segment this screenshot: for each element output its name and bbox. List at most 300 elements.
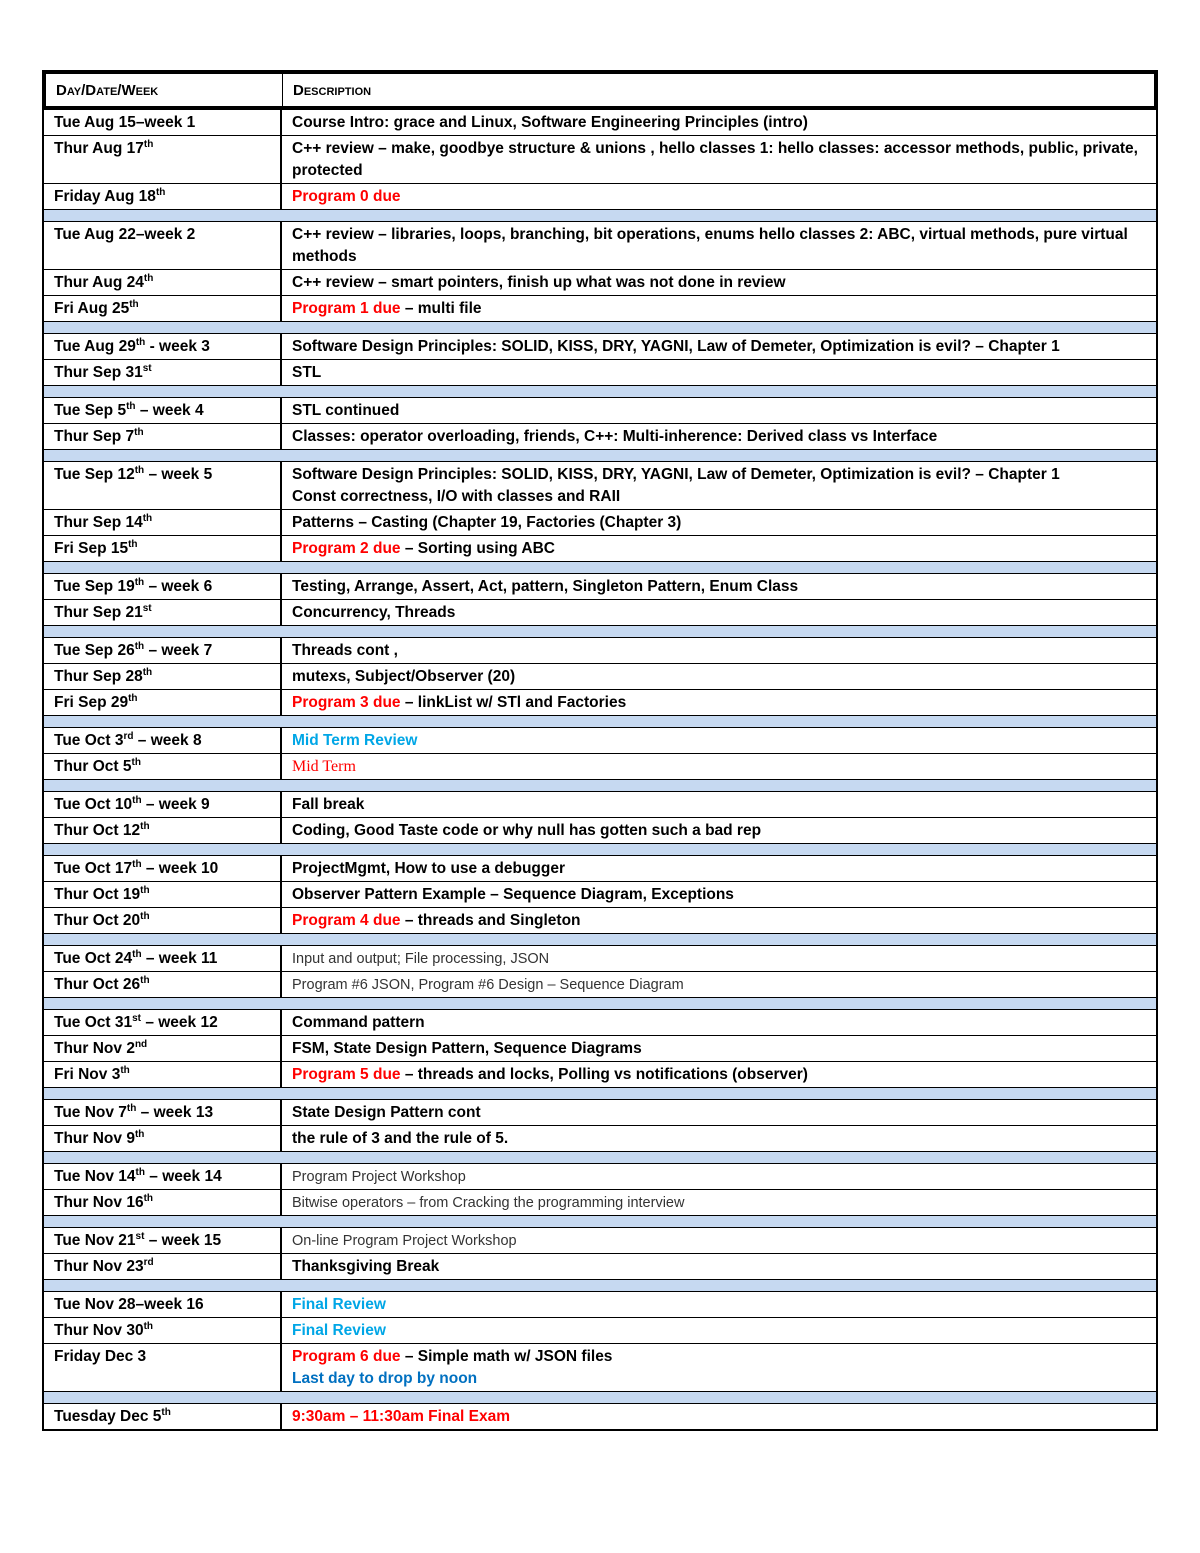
table-row xyxy=(44,1344,1156,1392)
day-date-cell xyxy=(44,462,282,509)
week-separator xyxy=(42,386,1158,398)
week-group xyxy=(42,1404,1158,1431)
table-row xyxy=(44,972,1156,998)
date-ordinal-suffix: th xyxy=(155,186,166,198)
date-ordinal-suffix: rd xyxy=(143,1256,154,1268)
day-date-cell xyxy=(44,1292,282,1317)
description-line xyxy=(292,486,1148,508)
description-line xyxy=(292,224,1148,268)
description-text: Observer Pattern Example – Sequence Diagram, Exceptions xyxy=(292,886,734,903)
description-text: State Design Pattern cont xyxy=(292,1104,481,1121)
date-ordinal-suffix: th xyxy=(161,1406,171,1418)
description-cell xyxy=(282,1318,1156,1343)
description-line xyxy=(292,666,1148,688)
date-ordinal-suffix: th xyxy=(129,298,139,310)
week-group xyxy=(42,1292,1158,1392)
week-group xyxy=(42,638,1158,716)
week-label: – week 10 xyxy=(141,860,219,877)
table-row xyxy=(44,1062,1156,1088)
day-date-cell xyxy=(44,222,282,269)
date-ordinal-suffix: th xyxy=(140,974,150,986)
description-text: Course Intro: grace and Linux, Software Engineering Principles (intro) xyxy=(292,114,808,131)
date-text: Thur Oct 12 xyxy=(54,822,141,839)
date-text: Thur Nov 2 xyxy=(54,1040,135,1057)
date-text: Thur Nov 23 xyxy=(54,1258,144,1275)
description-line xyxy=(292,400,1148,422)
week-separator xyxy=(42,450,1158,462)
description-line xyxy=(292,1320,1148,1342)
description-text: Thanksgiving Break xyxy=(292,1258,440,1275)
day-date-cell xyxy=(44,972,282,997)
description-line xyxy=(292,1128,1148,1150)
day-date-cell xyxy=(44,360,282,385)
description-text: On-line Program Project Workshop xyxy=(292,1233,517,1249)
description-line xyxy=(292,1064,1148,1086)
week-label: – week 5 xyxy=(144,466,213,483)
description-text: Software Design Principles: SOLID, KISS, DRY, YAGNI, Law of Demeter, Optimization is evil? – Chapter 1 xyxy=(292,466,1060,483)
week-separator xyxy=(42,1392,1158,1404)
week-group xyxy=(42,574,1158,626)
week-label: – week 13 xyxy=(136,1104,214,1121)
date-ordinal-suffix: th xyxy=(135,336,146,348)
day-date-cell xyxy=(44,1318,282,1343)
date-text: Tue Oct 3 xyxy=(54,732,124,749)
description-line xyxy=(292,884,1148,906)
description-cell xyxy=(282,398,1156,423)
description-cell xyxy=(282,856,1156,881)
description-text: mutexs, Subject/Observer (20) xyxy=(292,668,516,685)
table-row xyxy=(44,110,1156,136)
day-date-cell xyxy=(44,600,282,625)
description-line xyxy=(292,186,1148,208)
date-ordinal-suffix: st xyxy=(142,362,152,374)
day-date-cell xyxy=(44,882,282,907)
day-date-cell xyxy=(44,136,282,183)
date-text: Thur Sep 14 xyxy=(54,514,143,531)
description-line xyxy=(292,692,1148,714)
description-cell xyxy=(282,462,1156,509)
description-cell xyxy=(282,1036,1156,1061)
table-row xyxy=(44,398,1156,424)
description-line xyxy=(292,858,1148,880)
day-date-cell xyxy=(44,638,282,663)
date-text: Thur Sep 7 xyxy=(54,428,135,445)
week-group xyxy=(42,1010,1158,1088)
date-ordinal-suffix: th xyxy=(143,138,154,150)
day-date-cell xyxy=(44,1190,282,1215)
week-group xyxy=(42,334,1158,386)
week-separator xyxy=(42,1280,1158,1292)
week-separator xyxy=(42,562,1158,574)
date-ordinal-suffix: th xyxy=(134,426,144,438)
day-date-cell xyxy=(44,728,282,753)
date-text: Fri Nov 3 xyxy=(54,1066,121,1083)
date-text: Thur Oct 26 xyxy=(54,976,141,993)
description-line xyxy=(292,112,1148,134)
date-text: Tue Nov 14 xyxy=(54,1168,136,1185)
date-text: Tuesday Dec 5 xyxy=(54,1408,162,1425)
day-date-cell xyxy=(44,664,282,689)
date-text: Tue Sep 12 xyxy=(54,466,135,483)
date-ordinal-suffix: th xyxy=(132,858,142,870)
description-text: Classes: operator overloading, friends, C++: Multi-inherence: Derived class vs Interface xyxy=(292,428,938,445)
date-ordinal-suffix: nd xyxy=(134,1038,148,1050)
week-separator xyxy=(42,998,1158,1010)
day-date-cell xyxy=(44,908,282,933)
description-line xyxy=(292,1012,1148,1034)
date-text: Thur Aug 17 xyxy=(54,140,144,157)
description-line xyxy=(292,1346,1148,1368)
date-text: Thur Aug 24 xyxy=(54,274,144,291)
description-text: Const correctness, I/O with classes and RAII xyxy=(292,488,621,505)
date-text: Tue Aug 15–week 1 xyxy=(54,114,196,131)
week-group xyxy=(42,728,1158,780)
description-text: – Sorting using ABC xyxy=(400,540,555,557)
date-ordinal-suffix: th xyxy=(134,640,145,652)
description-cell xyxy=(282,1164,1156,1189)
week-label: – week 12 xyxy=(141,1014,218,1031)
table-row xyxy=(44,360,1156,386)
date-ordinal-suffix: th xyxy=(140,884,150,896)
description-line xyxy=(292,640,1148,662)
description-text: – Simple math w/ JSON files xyxy=(400,1348,613,1365)
day-date-cell xyxy=(44,334,282,359)
day-date-cell xyxy=(44,856,282,881)
week-label: – week 8 xyxy=(133,732,202,749)
date-ordinal-suffix: th xyxy=(134,464,145,476)
description-cell xyxy=(282,510,1156,535)
date-text: Tue Aug 29 xyxy=(54,338,136,355)
date-text: Tue Oct 10 xyxy=(54,796,133,813)
date-text: Thur Sep 31 xyxy=(54,364,143,381)
week-label: – week 14 xyxy=(145,1168,222,1185)
description-cell xyxy=(282,600,1156,625)
description-line xyxy=(292,1368,1148,1390)
week-label: – week 6 xyxy=(144,578,213,595)
date-text: Tue Oct 17 xyxy=(54,860,133,877)
week-separator xyxy=(42,1152,1158,1164)
date-ordinal-suffix: th xyxy=(143,1192,154,1204)
due-highlight: Program 0 due xyxy=(292,188,401,205)
description-text: Final Review xyxy=(292,1322,386,1339)
description-text: Mid Term Review xyxy=(292,732,418,749)
table-row xyxy=(44,222,1156,270)
table-row xyxy=(44,1190,1156,1216)
table-row xyxy=(44,946,1156,972)
description-cell xyxy=(282,908,1156,933)
description-cell xyxy=(282,818,1156,843)
description-cell xyxy=(282,728,1156,753)
week-group xyxy=(42,1228,1158,1280)
week-separator xyxy=(42,716,1158,728)
day-date-cell xyxy=(44,1062,282,1087)
date-text: Fri Sep 29 xyxy=(54,694,129,711)
description-text: Concurrency, Threads xyxy=(292,604,456,621)
description-line xyxy=(292,974,1148,996)
table-header xyxy=(42,70,1158,110)
date-ordinal-suffix: th xyxy=(134,576,145,588)
description-line xyxy=(292,426,1148,448)
description-line xyxy=(292,538,1148,560)
date-text: Friday Dec 3 xyxy=(54,1348,147,1365)
date-ordinal-suffix: st xyxy=(135,1230,145,1242)
description-cell xyxy=(282,136,1156,183)
date-ordinal-suffix: th xyxy=(128,538,138,550)
day-date-cell xyxy=(44,754,282,779)
description-cell xyxy=(282,296,1156,321)
date-text: Friday Aug 18 xyxy=(54,188,156,205)
table-row xyxy=(44,1404,1156,1431)
table-row xyxy=(44,296,1156,322)
description-line xyxy=(292,272,1148,294)
week-separator xyxy=(42,934,1158,946)
table-row xyxy=(44,882,1156,908)
description-cell xyxy=(282,536,1156,561)
description-text: Fall break xyxy=(292,796,365,813)
date-text: Tue Nov 7 xyxy=(54,1104,127,1121)
description-cell xyxy=(282,574,1156,599)
date-ordinal-suffix: th xyxy=(132,794,142,806)
description-line xyxy=(292,1406,1148,1428)
description-line xyxy=(292,1166,1148,1188)
table-row xyxy=(44,908,1156,934)
day-date-cell xyxy=(44,110,282,135)
description-cell xyxy=(282,1254,1156,1279)
description-cell xyxy=(282,1100,1156,1125)
description-line xyxy=(292,794,1148,816)
description-text: – multi file xyxy=(400,300,482,317)
date-ordinal-suffix: th xyxy=(120,1064,130,1076)
date-ordinal-suffix: st xyxy=(142,602,152,614)
date-text: Fri Sep 15 xyxy=(54,540,129,557)
table-row xyxy=(44,792,1156,818)
description-text: – threads and locks, Polling vs notifications (observer) xyxy=(400,1066,808,1083)
table-row xyxy=(44,664,1156,690)
date-text: Thur Oct 5 xyxy=(54,758,132,775)
day-date-cell xyxy=(44,536,282,561)
description-cell xyxy=(282,972,1156,997)
description-line xyxy=(292,512,1148,534)
description-text: Coding, Good Taste code or why null has gotten such a bad rep xyxy=(292,822,762,839)
week-label: – week 7 xyxy=(144,642,213,659)
description-cell xyxy=(282,1126,1156,1151)
description-text: Program Project Workshop xyxy=(292,1169,466,1185)
date-text: Thur Nov 30 xyxy=(54,1322,144,1339)
table-row xyxy=(44,574,1156,600)
table-row xyxy=(44,424,1156,450)
week-separator xyxy=(42,780,1158,792)
description-line xyxy=(292,1230,1148,1252)
date-text: Tue Aug 22–week 2 xyxy=(54,226,196,243)
due-highlight: Program 4 due xyxy=(292,912,401,929)
table-row xyxy=(44,510,1156,536)
week-separator xyxy=(42,1088,1158,1100)
description-cell xyxy=(282,184,1156,209)
description-text: Final Review xyxy=(292,1296,386,1313)
description-cell xyxy=(282,334,1156,359)
table-row xyxy=(44,184,1156,210)
description-line xyxy=(292,298,1148,320)
date-ordinal-suffix: th xyxy=(142,666,153,678)
date-text: Tue Oct 31 xyxy=(54,1014,133,1031)
description-cell xyxy=(282,1190,1156,1215)
week-label: – week 15 xyxy=(144,1232,222,1249)
description-line xyxy=(292,336,1148,358)
description-cell xyxy=(282,110,1156,135)
day-date-cell xyxy=(44,1010,282,1035)
week-group xyxy=(42,1100,1158,1152)
table-row xyxy=(44,136,1156,184)
description-cell xyxy=(282,1062,1156,1087)
table-row xyxy=(44,1100,1156,1126)
description-cell xyxy=(282,690,1156,715)
description-text: Program #6 JSON, Program #6 Design – Sequence Diagram xyxy=(292,977,684,993)
table-row xyxy=(44,1292,1156,1318)
table-row xyxy=(44,856,1156,882)
day-date-cell xyxy=(44,1100,282,1125)
due-highlight: Program 3 due xyxy=(292,694,401,711)
day-date-cell xyxy=(44,1036,282,1061)
header-description: Description xyxy=(293,81,372,99)
description-line xyxy=(292,910,1148,932)
date-text: Thur Sep 21 xyxy=(54,604,143,621)
description-cell xyxy=(282,222,1156,269)
description-cell xyxy=(282,1010,1156,1035)
day-date-cell xyxy=(44,296,282,321)
due-highlight: Program 1 due xyxy=(292,300,401,317)
table-row xyxy=(44,1318,1156,1344)
description-text: – threads and Singleton xyxy=(400,912,581,929)
description-text: C++ review – smart pointers, finish up what was not done in review xyxy=(292,274,786,291)
week-group xyxy=(42,856,1158,934)
date-text: Tue Oct 24 xyxy=(54,950,133,967)
description-text: ProjectMgmt, How to use a debugger xyxy=(292,860,565,877)
day-date-cell xyxy=(44,818,282,843)
day-date-cell xyxy=(44,574,282,599)
date-ordinal-suffix: th xyxy=(143,272,154,284)
day-date-cell xyxy=(44,1126,282,1151)
date-ordinal-suffix: th xyxy=(140,910,150,922)
date-text: Thur Sep 28 xyxy=(54,668,143,685)
table-body xyxy=(42,110,1158,1431)
week-separator xyxy=(42,322,1158,334)
description-line xyxy=(292,1294,1148,1316)
date-ordinal-suffix: th xyxy=(126,1102,137,1114)
description-text: the rule of 3 and the rule of 5. xyxy=(292,1130,509,1147)
week-separator xyxy=(42,1216,1158,1228)
description-cell xyxy=(282,1292,1156,1317)
week-group xyxy=(42,792,1158,844)
description-cell xyxy=(282,882,1156,907)
day-date-cell xyxy=(44,184,282,209)
description-cell xyxy=(282,754,1156,779)
date-text: Fri Aug 25 xyxy=(54,300,130,317)
table-row xyxy=(44,1036,1156,1062)
day-date-cell xyxy=(44,792,282,817)
date-ordinal-suffix: th xyxy=(128,692,138,704)
due-highlight: 9:30am – 11:30am Final Exam xyxy=(292,1408,510,1425)
date-text: Tue Sep 26 xyxy=(54,642,135,659)
table-row xyxy=(44,754,1156,780)
week-separator xyxy=(42,626,1158,638)
description-line xyxy=(292,756,1148,778)
description-text: Patterns – Casting (Chapter 19, Factories (Chapter 3) xyxy=(292,514,682,531)
date-ordinal-suffix: st xyxy=(132,1012,142,1024)
date-text: Thur Nov 16 xyxy=(54,1194,144,1211)
date-text: Tue Sep 5 xyxy=(54,402,127,419)
day-date-cell xyxy=(44,270,282,295)
description-text: STL continued xyxy=(292,402,400,419)
date-ordinal-suffix: th xyxy=(132,948,142,960)
week-group xyxy=(42,946,1158,998)
description-line xyxy=(292,730,1148,752)
description-text: STL xyxy=(292,364,322,381)
table-row xyxy=(44,1010,1156,1036)
description-text: C++ review – make, goodbye structure & unions , hello classes 1: hello classes: accessor methods, public, private, protected xyxy=(292,140,1138,179)
week-label: – week 4 xyxy=(135,402,204,419)
week-label: - week 3 xyxy=(145,338,210,355)
week-group xyxy=(42,398,1158,450)
table-row xyxy=(44,536,1156,562)
description-line xyxy=(292,1038,1148,1060)
description-cell xyxy=(282,1404,1156,1429)
date-ordinal-suffix: th xyxy=(126,400,136,412)
day-date-cell xyxy=(44,1404,282,1429)
day-date-cell xyxy=(44,424,282,449)
description-cell xyxy=(282,424,1156,449)
date-ordinal-suffix: rd xyxy=(123,730,134,742)
date-text: Tue Nov 28–week 16 xyxy=(54,1296,204,1313)
week-group xyxy=(42,222,1158,322)
table-row xyxy=(44,638,1156,664)
description-text: FSM, State Design Pattern, Sequence Diagrams xyxy=(292,1040,642,1057)
day-date-cell xyxy=(44,398,282,423)
table-row xyxy=(44,462,1156,510)
description-line xyxy=(292,362,1148,384)
description-line xyxy=(292,138,1148,182)
week-group xyxy=(42,1164,1158,1216)
schedule-table xyxy=(42,70,1158,1431)
description-cell xyxy=(282,270,1156,295)
day-date-cell xyxy=(44,946,282,971)
description-text: Bitwise operators – from Cracking the programming interview xyxy=(292,1195,685,1211)
date-text: Tue Sep 19 xyxy=(54,578,135,595)
table-row xyxy=(44,600,1156,626)
week-group xyxy=(42,462,1158,562)
description-cell xyxy=(282,1344,1156,1391)
day-date-cell xyxy=(44,1228,282,1253)
description-line xyxy=(292,602,1148,624)
due-highlight: Program 2 due xyxy=(292,540,401,557)
day-date-cell xyxy=(44,510,282,535)
description-line xyxy=(292,948,1148,970)
day-date-cell xyxy=(44,690,282,715)
date-ordinal-suffix: th xyxy=(140,820,150,832)
day-date-cell xyxy=(44,1254,282,1279)
description-text: C++ review – libraries, loops, branching, bit operations, enums hello classes 2: ABC, virtual methods, pure virtual methods xyxy=(292,226,1128,265)
due-highlight: Program 5 due xyxy=(292,1066,401,1083)
date-text: Thur Nov 9 xyxy=(54,1130,135,1147)
table-row xyxy=(44,728,1156,754)
description-cell xyxy=(282,792,1156,817)
description-line xyxy=(292,1256,1148,1278)
table-row xyxy=(44,1254,1156,1280)
day-date-cell xyxy=(44,1344,282,1391)
description-line xyxy=(292,576,1148,598)
date-ordinal-suffix: th xyxy=(135,1166,145,1178)
date-text: Thur Oct 19 xyxy=(54,886,141,903)
date-ordinal-suffix: th xyxy=(143,1320,154,1332)
